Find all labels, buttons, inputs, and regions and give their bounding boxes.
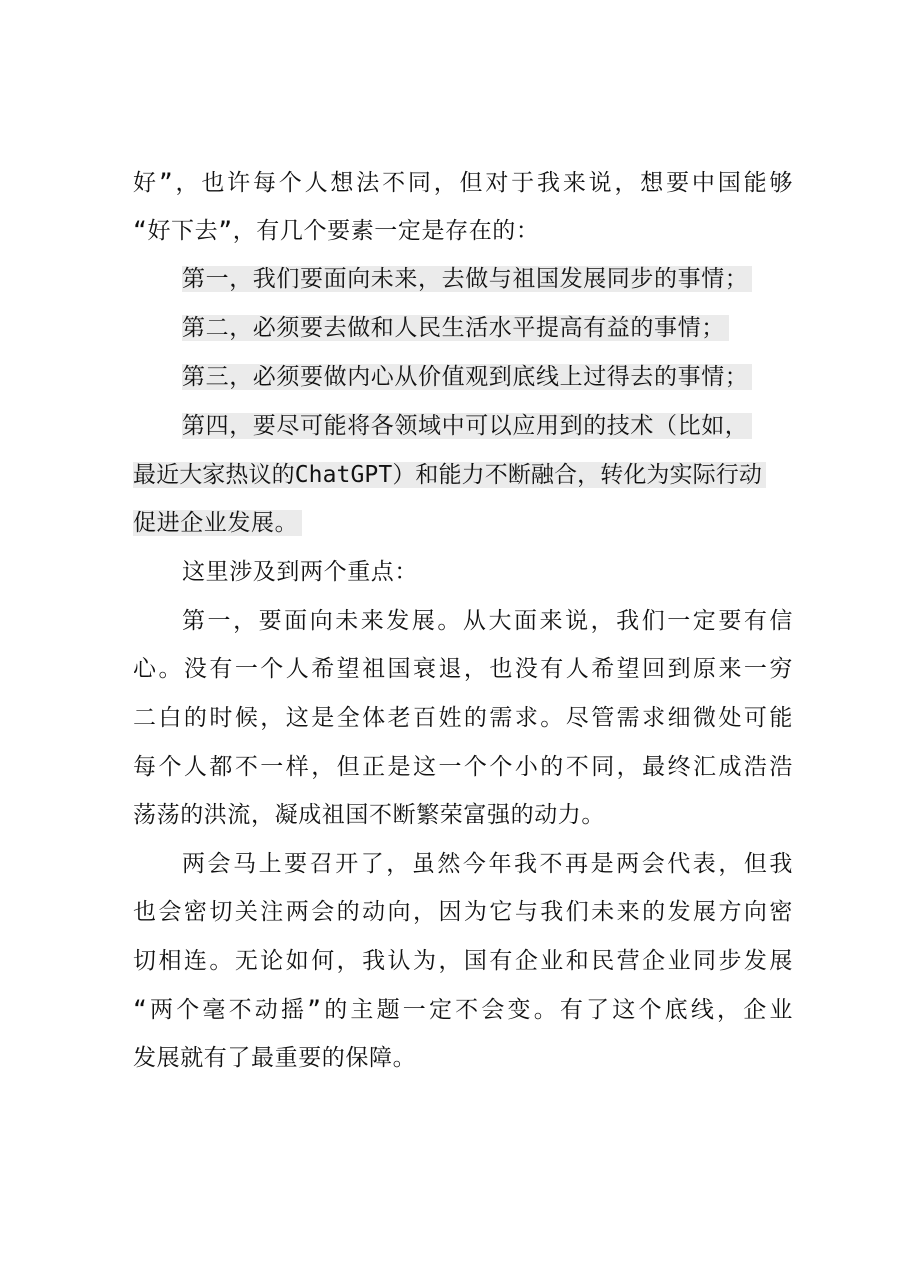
text-line: 发展就有了最重要的保障。 — [133, 1045, 417, 1071]
text-line: 心。没有一个人希望祖国衰退，也没有人希望回到原来一穷 — [133, 656, 793, 682]
text-line: 第一，要面向未来发展。从大面来说，我们一定要有信 — [182, 608, 793, 634]
text-line: 好”，也许每个人想法不同，但对于我来说，想要中国能够 — [133, 170, 793, 196]
text-line: 每个人都不一样，但正是这一个个小的不同，最终汇成浩浩 — [133, 754, 793, 780]
highlighted-line — [182, 360, 842, 394]
highlighted-line — [182, 311, 842, 345]
text-line: 这里涉及到两个重点： — [182, 559, 418, 585]
text-line: “好下去”，有几个要素一定是存在的： — [133, 218, 540, 244]
highlighted-line — [133, 506, 793, 540]
highlighted-line — [182, 409, 793, 443]
text-line: 荡荡的洪流，凝成祖国不断繁荣富强的动力。 — [133, 802, 605, 828]
highlight-span: 第二，必须要去做和人民生活水平提高有益的事情； — [182, 315, 729, 341]
highlighted-line — [133, 458, 793, 492]
highlight-span: 第三，必须要做内心从价值观到底线上过得去的事情； — [182, 364, 752, 390]
highlight-span: 最近大家热议的ChatGPT）和能力不断融合，转化为实际行动 — [133, 462, 766, 488]
text-line: 也会密切关注两会的动向，因为它与我们未来的发展方向密 — [133, 899, 793, 925]
text-line: “两个毫不动摇”的主题一定不会变。有了这个底线，企业 — [133, 997, 793, 1023]
highlighted-line — [182, 262, 842, 296]
text-line: 切相连。无论如何，我认为，国有企业和民营企业同步发展 — [133, 948, 793, 974]
highlight-span: 促进企业发展。 — [133, 510, 302, 536]
text-line: 二白的时候，这是全体老百姓的需求。尽管需求细微处可能 — [133, 705, 793, 731]
highlight-span: 第一，我们要面向未来，去做与祖国发展同步的事情； — [182, 266, 752, 292]
text-line: 两会马上要召开了，虽然今年我不再是两会代表，但我 — [182, 851, 793, 877]
highlight-span: 第四，要尽可能将各领域中可以应用到的技术（比如， — [182, 413, 752, 439]
